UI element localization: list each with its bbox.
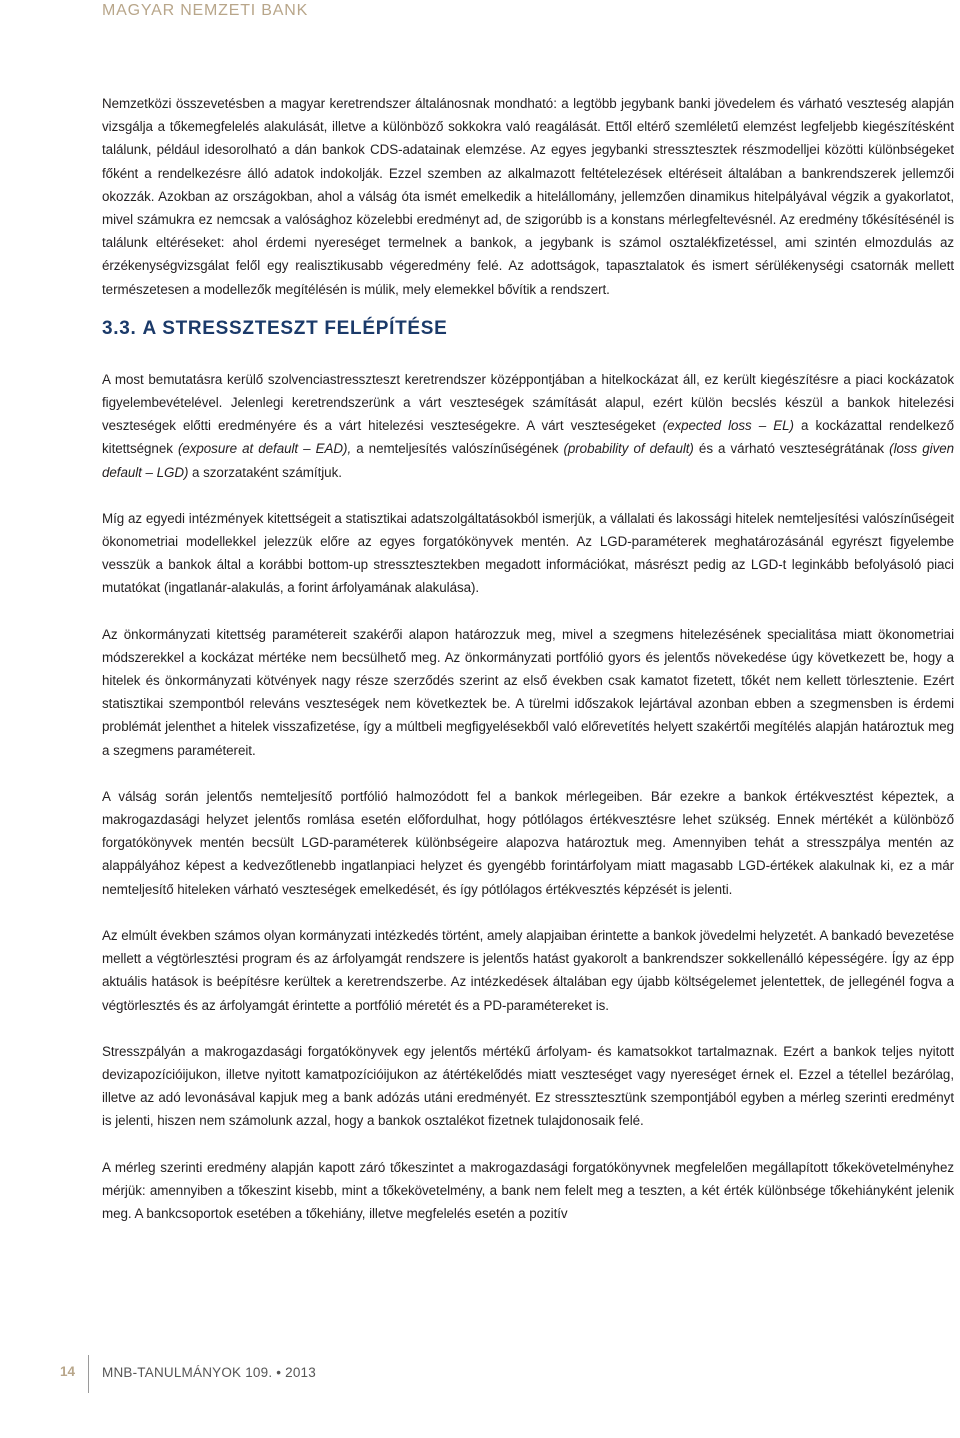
paragraph-intro: Nemzetközi összevetésben a magyar keretrendszer általánosnak mondható: a legtöbb jegybank banki jövedelem és várható veszteség alapján vizsgálja a tőkemegfelelés alakulását, illetve a különböző sokkokra való reagálását. Ettől eltérő szemléletű elemzést legfeljebb kiegészítésként találunk, például idesorolható a dán bankok CDS-adatainak elemzése. Az egyes jegybanki stressztesztek részmodelljei közötti különbségeket főként a rendelkezésre álló adatok indokolják. Ezzel szemben az alkalmazott feltételezések eltéréseit általában a bankrendszerek jellemzői okozzák. Azokban az országokban, ahol a válság óta ismét emelkedik a hitelállomány, jellemzően dinamikus hitelpályával végzik a gyakorlatot, mivel számukra ez nemcsak a valósághoz közelebbi eredményt ad, de szigorúbb is a konstans mérlegfeltevésnél. Az eredmény tőkésítésénél is találunk eltéréseket: ahol érdemi nyereséget termelnek a bankok, a jegybank is számol osztalékfizetéssel, ami szintén elmozdulás az érzékenységvizsgálat felől egy realisztikusabb végeredmény felé. Az adottságok, tapasztalatok és ismert sérülékenységi csatornák mellett természetesen a modellezők megítélésén is múlik, mely elemekkel bővítik a rendszert. (102, 96, 954, 297)
text-run: A most bemutatásra kerülő szolvenciastresszteszt keretrendszer középpontjában a hitelkockázat áll, ez került kiegészítésre a piaci kockázatok figyelembevételével. Jelenlegi keretrendszerünk a várt veszteségek számítását alapul, ezért külön becslés készül a bankok hitelezési veszteségek előtti eredményére és a várt hitelezési veszteségekre. A várt veszteségeket (102, 371, 954, 434)
paragraph-gap (102, 600, 954, 623)
section-number: 3.3. (102, 317, 137, 339)
term-exposure-at-default: (exposure at default – EAD), (177, 441, 352, 457)
text-run: a szorzataként számítjuk. (188, 464, 342, 480)
paragraph-market-shocks: Stresszpályán a makrogazdasági forgatókönyvek egy jelentős mértékű árfolyam- és kamatsokkot tartalmaznak. Ezért a bankok teljes nyitott devizapozícióijukon, illetve nyitott kamatpozícióijukon az átértékelődés miatt veszteséget vagy nyereséget érnek el. Ezzel a tétellel bezárólag, illetve az adó levonásával kapjuk meg a bank adózás utáni eredményét. Ez stressztesztünk szempontjából egyben a mérleg szerinti eredményt is jelenti, hiszen nem számolunk azzal, hogy a bankok osztalékot fizetnek tulajdonosaik felé. (102, 1043, 954, 1129)
term-expected-loss: (expected loss – EL) (662, 418, 794, 434)
text-run: a nemteljesítés valószínűségének (351, 441, 564, 457)
paragraph-municipal: Az önkormányzati kitettség paramétereit szakérői alapon határozzuk meg, mivel a szegmens hitelezésének specialitása miatt ökonometriai módszerekkel a kockázat mértéke nem becsülhető meg. Az önkormányzati portfólió gyors és jelentős növekedése úgy következett be, hogy a hitelek és önkormányzati kötvények nagy része szerződés szerint az első években csak kamatot fizetett, tőkét nem kellett törlesztenie. Ezért statisztikai szempontból releváns veszteségek nem következtek be. A türelmi időszakok lejártával azonban ebben a szegmensben is érdemi problémát jelenthet a hitelek visszafizetése, így a múltbeli megfigyelésekből való előrevetítés helyett szakértői megítélés alapján határoztuk meg a szegmens paramétereit. (102, 626, 954, 758)
paragraph-exposures-pd: Míg az egyedi intézmények kitettségeit a statisztikai adatszolgáltatásokból ismerjük, a vállalati és lakossági hitelek nemteljesítési valószínűségeit ökonometriai modellekkel jelezzük előre az egyes forgatókönyvek mentén. Az LGD-paraméterek meghatározásánál egyrészt figyelembe vesszük a bankok által a korábbi bottom-up stressztesztekben megadott információkat, másrészt pedig az LGD-t leginkább befolyásoló piaci mutatókat (ingatlanár-alakulás, a forint árfolyamának alakulása). (102, 510, 954, 596)
paragraph-gap (102, 1133, 954, 1156)
section-title: A STRESSZTESZT FELÉPÍTÉSE (142, 317, 448, 339)
text-run: és a várható veszteségrátának (693, 441, 890, 457)
paragraph-government-measures: Az elmúlt években számos olyan kormányzati intézkedés történt, amely alapjaiban érintette a bankok jövedelmi helyzetét. A bankadó bevezetése mellett a végtörlesztési program és az árfolyamgát rendszere is jelentős hatást gyakorolt a bankrendszer sokkellenálló képességére. Így az épp aktuális hatások is beépítésre kerültek a keretrendszerbe. Az intézkedések általában egy újabb költségelemet jelentettek, de jellegénél fogva a végtörlesztés és az árfolyamgát érintette a portfólió méretét és a PD-paramétereket is. (102, 927, 954, 1013)
paragraph-expected-loss (102, 368, 954, 484)
paragraph-gap (102, 901, 954, 924)
paragraph-gap (102, 762, 954, 785)
section-heading (102, 317, 954, 341)
page-number: 14 (60, 1364, 76, 1379)
term-probability-of-default: (probability of default) (563, 441, 694, 457)
paragraph-capital-requirement: A mérleg szerinti eredmény alapján kapott záró tőkeszintet a makrogazdasági forgatókönyvnek megfelelően megállapított tőkekövetelményhez mérjük: amennyiben a tőkeszint kisebb, mint a tőkekövetelmény, a bank nem felelt meg a teszten, a két érték különbsége tőkehiányként jelenik meg. A bankcsoportok esetében a tőkehiány, illetve megfelelés esetén a pozitív (102, 1159, 954, 1221)
page-header-title: MAGYAR NEMZETI BANK (102, 2, 309, 19)
journal-name: MNB-TANULMÁNYOK 109. • 2013 (102, 1365, 316, 1380)
paragraph-nonperforming: A válság során jelentős nemteljesítő portfólió halmozódott fel a bankok mérlegeiben. Bár ezekre a bankok értékvesztést képeztek, a makrogazdasági helyzet jelentős romlása esetén előfordulhat, hogy pótlólagos értékvesztésre lehet szükség. Ennek mértékét a különböző forgatókönyvek mentén becsült LGD-paraméterek különbségeire alapozva határoztuk meg. Amennyiben tehát a stresszpálya mentén az alappályához képest a kedvezőtlenebb ingatlanpiaci helyzet és gyengébb forintárfolyam miatt magasabb LGD-értékek alakulnak ki, ez a már nemteljesítő hiteleken várható veszteségek emelkedését, és így pótlólagos értékvesztés képzését is jelenti. (102, 788, 954, 897)
paragraph-gap (102, 484, 954, 507)
footer-divider (88, 1355, 89, 1393)
text-run: a kockázattal rendelkező kitettségnek (102, 418, 954, 457)
term-loss-given-default: (loss given default – LGD) (102, 441, 955, 480)
page-body (102, 92, 954, 1225)
paragraph-gap (102, 1017, 954, 1040)
